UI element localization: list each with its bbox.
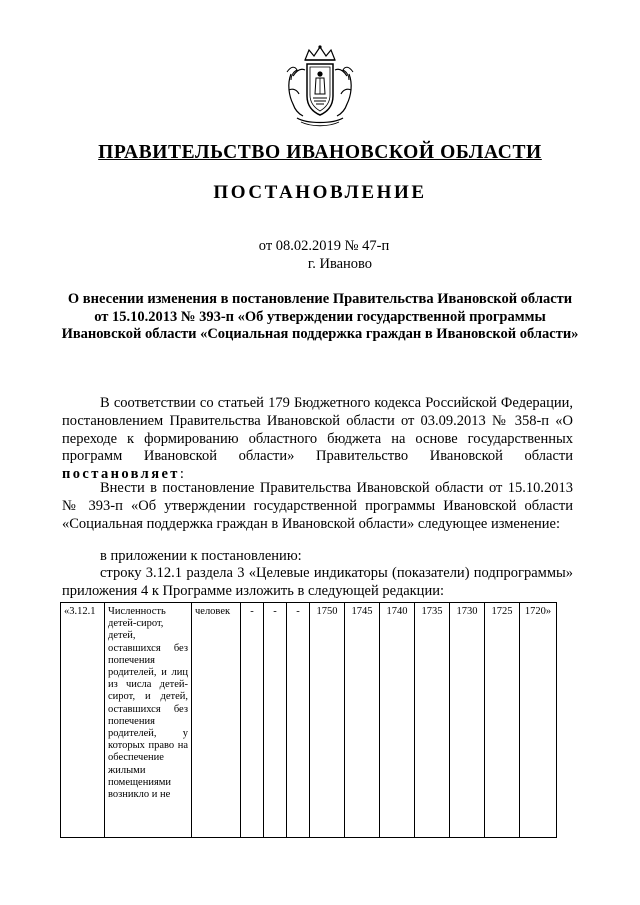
ivanovo-coat-of-arms-icon (283, 44, 357, 128)
amendment-paragraph: Внести в постановление Правительства Ивановской области от 15.10.2013 № 393-п «Об утверждении государственной программы Ивановской области «Социальная поддержка граждан в Ивановской области» следующее изменение: (62, 480, 573, 532)
resolves-word: постановляет (62, 466, 180, 483)
organization-name: ПРАВИТЕЛЬСТВО ИВАНОВСКОЙ ОБЛАСТИ (98, 142, 542, 163)
value-cell: 1720» (520, 603, 557, 838)
unit-cell: человек (192, 603, 241, 838)
value-cell: - (264, 603, 287, 838)
value-cell: 1740 (380, 603, 415, 838)
appendix-paragraph: в приложении к постановлению: (100, 548, 302, 564)
value-cell: 1730 (450, 603, 485, 838)
table-row (61, 603, 557, 838)
value-cell: 1725 (485, 603, 520, 838)
document-date-number: от 08.02.2019 № 47-п (258, 238, 390, 254)
value-cell: - (287, 603, 310, 838)
value-cell: 1735 (415, 603, 450, 838)
document-type: ПОСТАНОВЛЕНИЕ (213, 182, 427, 203)
coat-of-arms-emblem (283, 44, 357, 128)
preamble-end: : (179, 466, 184, 483)
document-city: г. Иваново (307, 256, 373, 272)
value-cell: - (241, 603, 264, 838)
row-replacement-paragraph: строку 3.12.1 раздела 3 «Целевые индикаторы (показатели) подпрограммы» приложения 4 к Программе изложить в следующей редакции: (62, 565, 573, 599)
preamble-paragraph (62, 395, 573, 484)
document-subject: О внесении изменения в постановление Правительства Ивановской области от 15.10.2013 № 393-п «Об утверждении государственной программы Ивановской области «Социальная поддержка граждан в Ивановской области» (61, 291, 579, 342)
row-code-cell: «3.12.1 (61, 603, 105, 838)
value-cell: 1745 (345, 603, 380, 838)
indicator-name-cell: Численность детей-сирот, детей, оставшихся без попечения родителей, и лиц из числа детей-сирот, и детей, оставшихся без попечения родителей, у которых право на обеспечение жилыми помещениями возникло и не (105, 603, 192, 838)
preamble-text: В соответствии со статьей 179 Бюджетного кодекса Российской Федерации, постановлением Правительства Ивановской области от 03.09.2013 № 358-п «О переходе к формированию областного бюджета на основе государственных программ Ивановской области» Правительство Ивановской области (62, 395, 573, 465)
indicator-table (60, 602, 557, 838)
value-cell: 1750 (310, 603, 345, 838)
